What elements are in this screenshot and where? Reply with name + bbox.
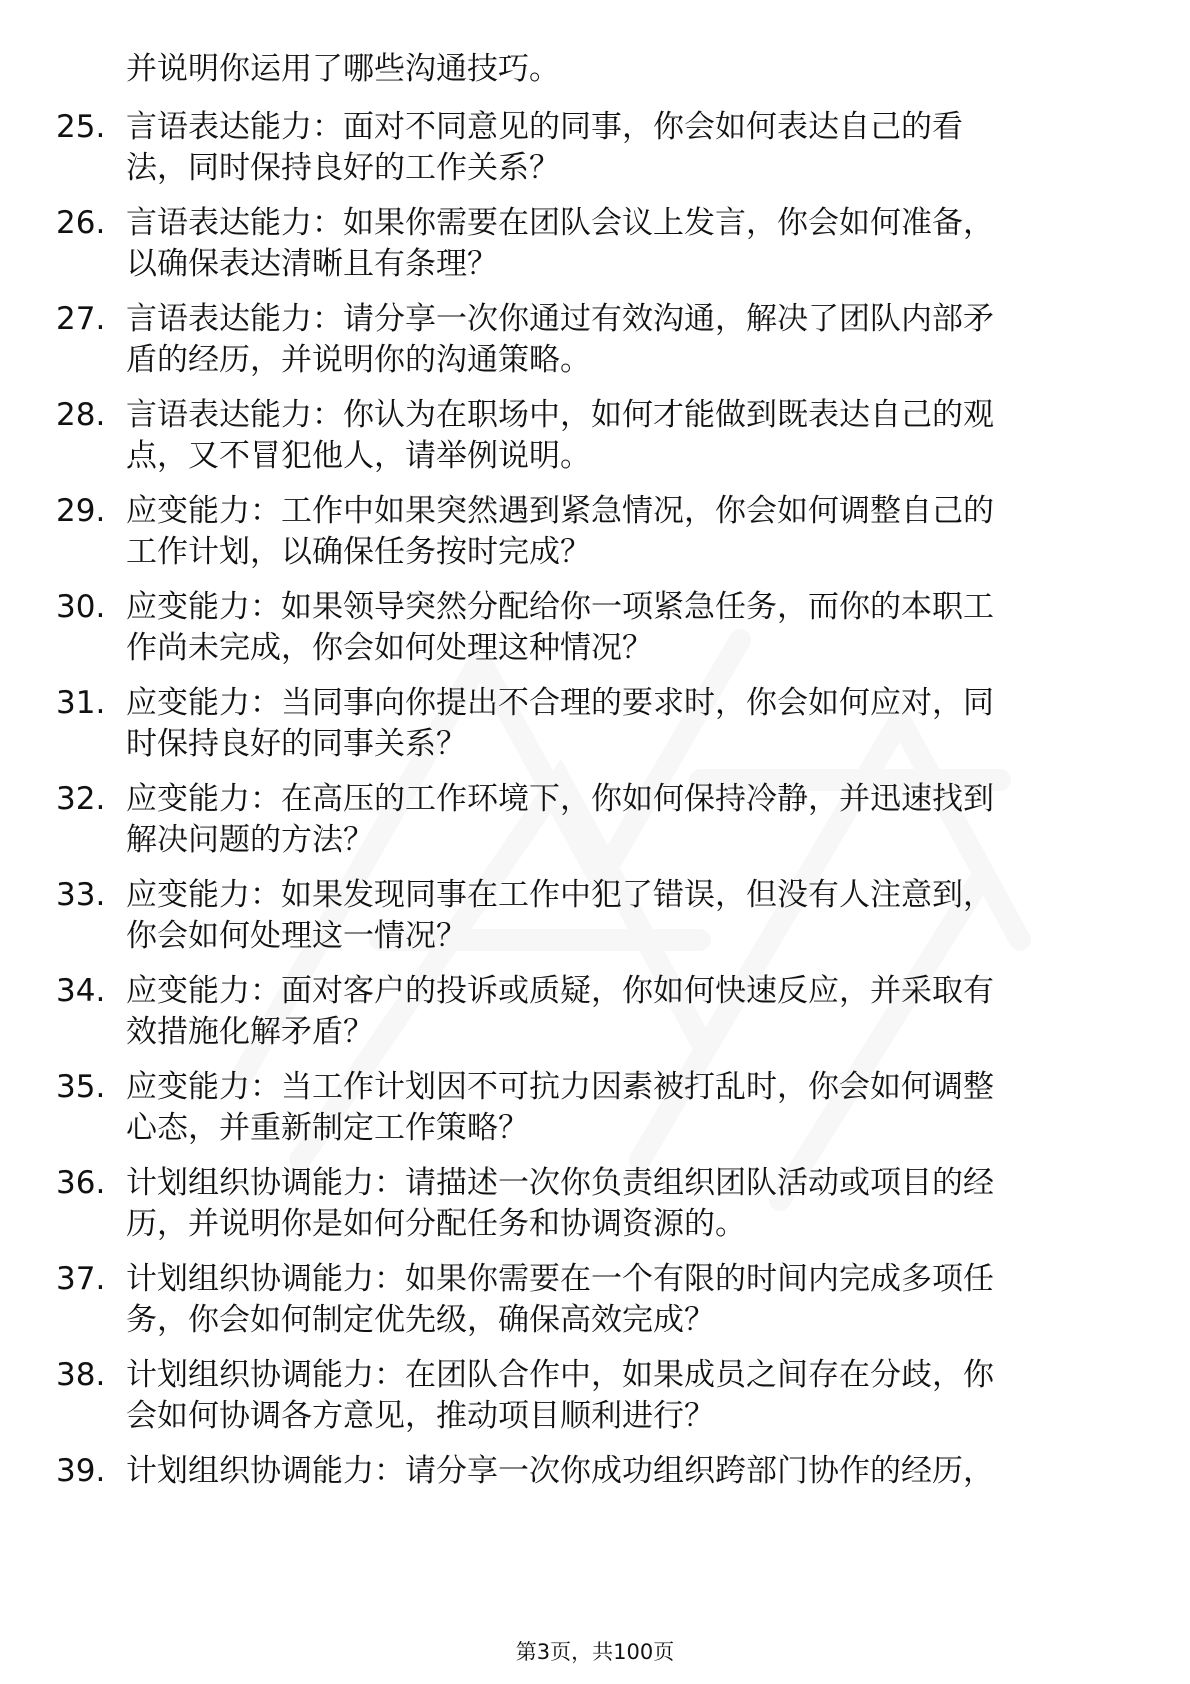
question-number: 27.: [56, 301, 106, 337]
question-text-line: 法，同时保持良好的工作关系？: [126, 150, 560, 186]
question-24-continuation: 并说明你运用了哪些沟通技巧。: [126, 51, 560, 87]
question-number: 32.: [56, 781, 106, 817]
question-text-line: 你会如何处理这一情况？: [126, 918, 467, 954]
question-number: 26.: [56, 205, 106, 241]
question-number: 25.: [56, 109, 106, 145]
question-text-line: 应变能力：如果发现同事在工作中犯了错误，但没有人注意到，: [126, 877, 994, 913]
question-number: 36.: [56, 1165, 106, 1201]
question-text-line: 务，你会如何制定优先级，确保高效完成？: [126, 1302, 715, 1338]
question-text-line: 计划组织协调能力：如果你需要在一个有限的时间内完成多项任: [126, 1261, 994, 1297]
question-text-line: 工作计划，以确保任务按时完成？: [126, 534, 591, 570]
page-number-footer: 第3页，共100页: [515, 1640, 675, 1664]
question-text-line: 应变能力：面对客户的投诉或质疑，你如何快速反应，并采取有: [126, 973, 994, 1009]
question-text-line: 解决问题的方法？: [126, 822, 374, 858]
question-text-line: 计划组织协调能力：请分享一次你成功组织跨部门协作的经历，: [126, 1453, 994, 1489]
question-text-line: 作尚未完成，你会如何处理这种情况？: [126, 630, 653, 666]
question-number: 39.: [56, 1453, 106, 1489]
question-text-line: 时保持良好的同事关系？: [126, 726, 467, 762]
question-number: 35.: [56, 1069, 106, 1105]
question-text-line: 应变能力：如果领导突然分配给你一项紧急任务，而你的本职工: [126, 589, 994, 625]
question-number: 30.: [56, 589, 106, 625]
question-number: 28.: [56, 397, 106, 433]
question-number: 37.: [56, 1261, 106, 1297]
question-text-line: 点，又不冒犯他人，请举例说明。: [126, 438, 591, 474]
question-text-line: 应变能力：当同事向你提出不合理的要求时，你会如何应对，同: [126, 685, 994, 721]
question-text-line: 言语表达能力：如果你需要在团队会议上发言，你会如何准备，: [126, 205, 994, 241]
question-number: 38.: [56, 1357, 106, 1393]
question-text-line: 言语表达能力：请分享一次你通过有效沟通，解决了团队内部矛: [126, 301, 994, 337]
question-text-line: 言语表达能力：你认为在职场中，如何才能做到既表达自己的观: [126, 397, 994, 433]
question-number: 33.: [56, 877, 106, 913]
question-number: 29.: [56, 493, 106, 529]
question-text-line: 心态，并重新制定工作策略？: [126, 1110, 529, 1146]
question-text-line: 计划组织协调能力：请描述一次你负责组织团队活动或项目的经: [126, 1165, 994, 1201]
question-number: 34.: [56, 973, 106, 1009]
question-text-line: 盾的经历，并说明你的沟通策略。: [126, 342, 591, 378]
question-text-line: 历，并说明你是如何分配任务和协调资源的。: [126, 1206, 746, 1242]
question-text-line: 以确保表达清晰且有条理？: [126, 246, 498, 282]
question-text-line: 应变能力：当工作计划因不可抗力因素被打乱时，你会如何调整: [126, 1069, 994, 1105]
question-text-line: 效措施化解矛盾？: [126, 1014, 374, 1050]
question-number: 31.: [56, 685, 106, 721]
question-text-line: 会如何协调各方意见，推动项目顺利进行？: [126, 1398, 715, 1434]
question-text-line: 言语表达能力：面对不同意见的同事，你会如何表达自己的看: [126, 109, 963, 145]
question-text-line: 应变能力：在高压的工作环境下，你如何保持冷静，并迅速找到: [126, 781, 994, 817]
question-text-line: 应变能力：工作中如果突然遇到紧急情况，你会如何调整自己的: [126, 493, 994, 529]
question-text-line: 计划组织协调能力：在团队合作中，如果成员之间存在分歧，你: [126, 1357, 994, 1393]
